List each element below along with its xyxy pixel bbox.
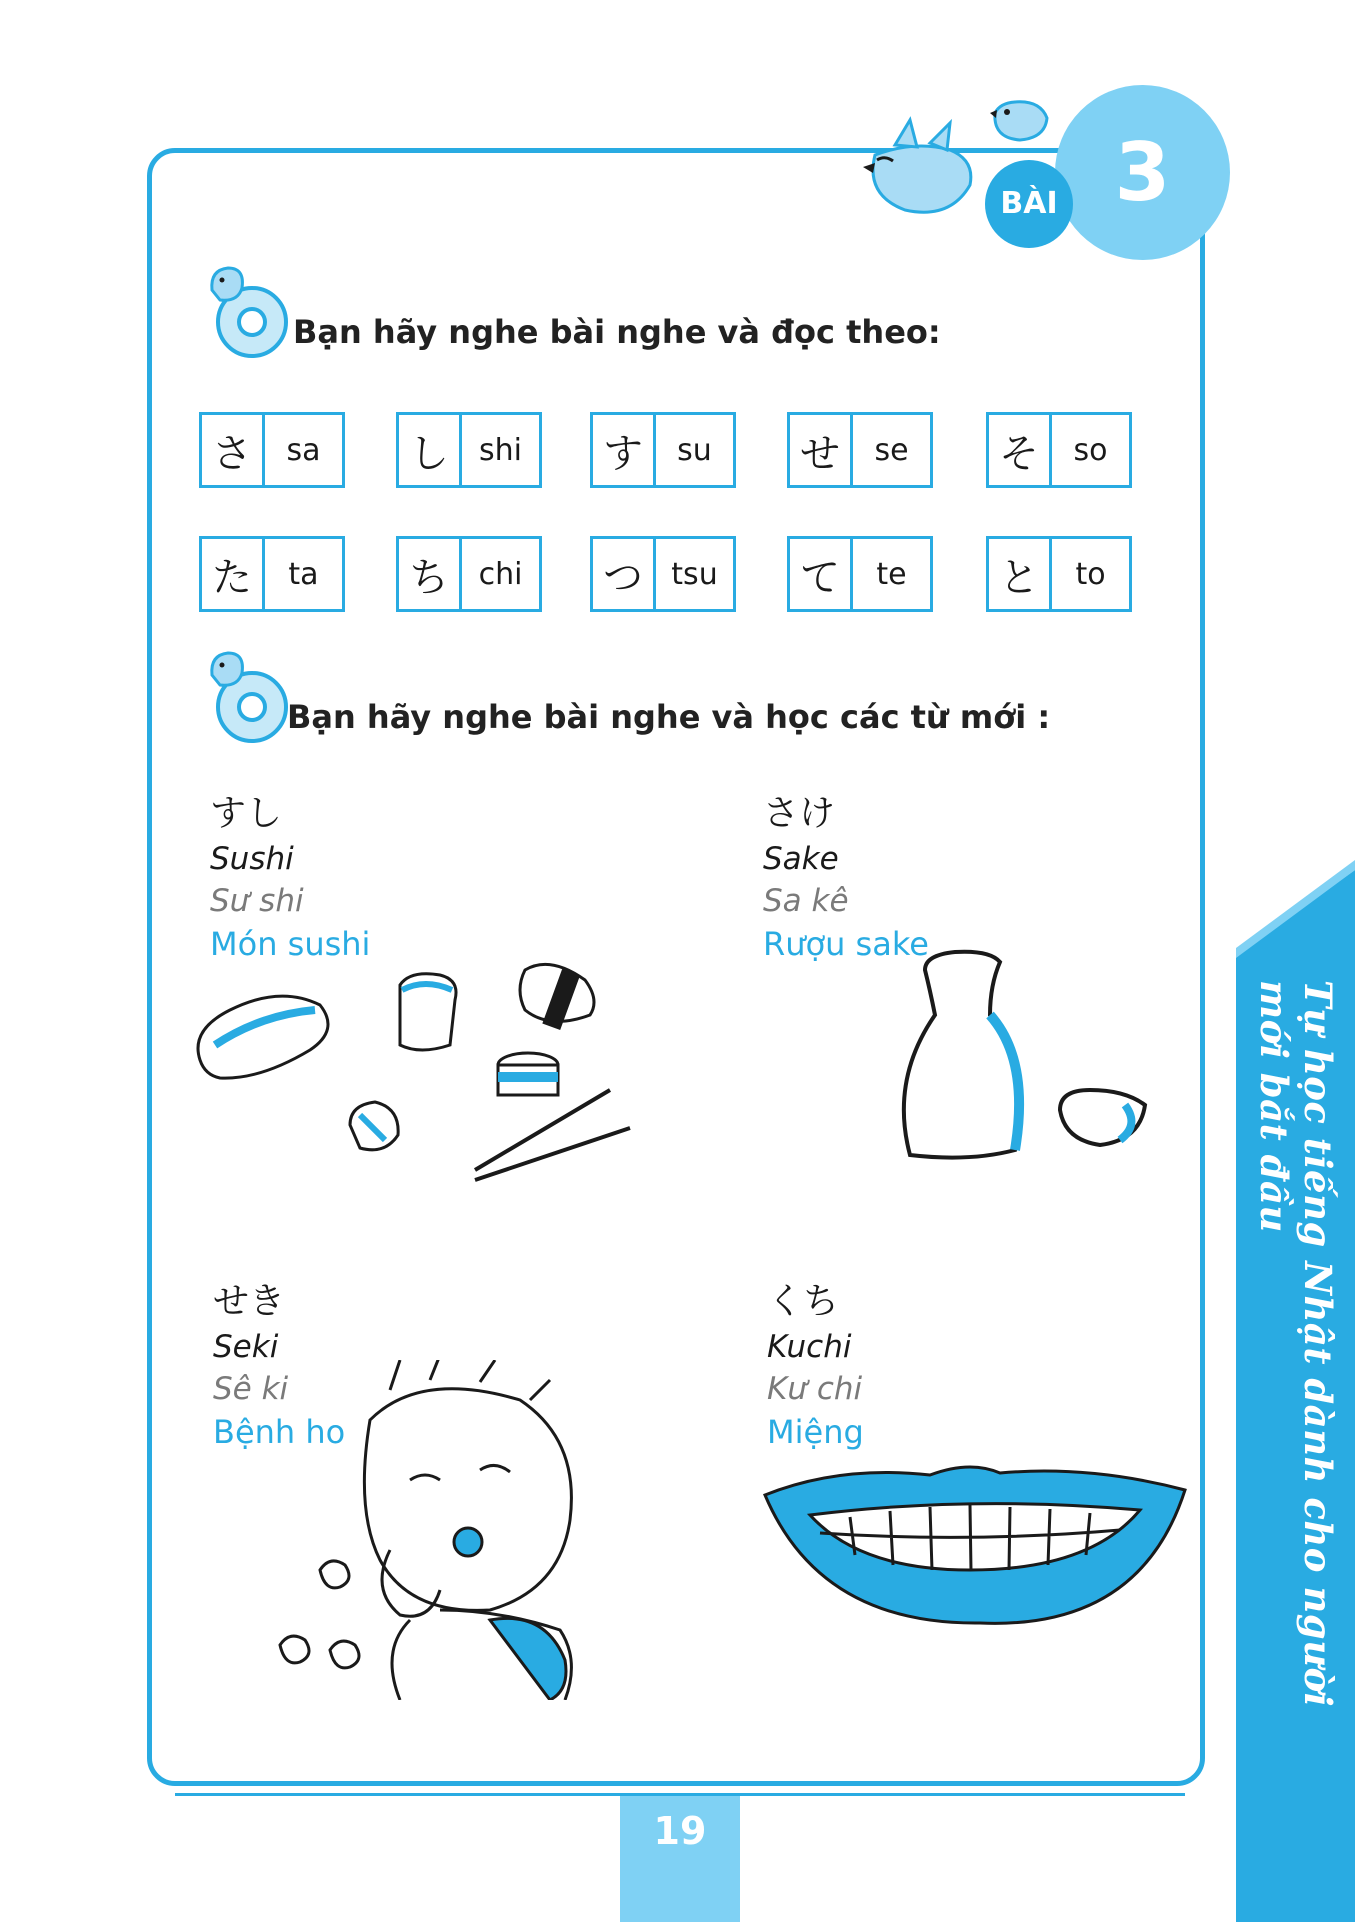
section-title-listen-words: Bạn hãy nghe bài nghe và học các từ mới : [287,698,1051,736]
word-pronunciation: Sư shi [210,883,304,919]
word-romaji: Kuchi [767,1329,852,1365]
kana-card [396,536,542,612]
kana-char: す [593,415,656,485]
kana-char: て [790,539,853,609]
word-pronunciation: Sa kê [763,883,849,919]
kana-card [199,412,345,488]
kana-romaji: tsu [671,556,718,592]
cd-icon [200,645,295,745]
word-pronunciation: Sê ki [213,1371,289,1407]
word-romaji: Sushi [210,841,294,877]
word-japanese: せき [213,1281,286,1322]
lesson-label-badge: BÀI [985,160,1073,248]
word-japanese: さけ [763,793,836,834]
cd-icon [200,260,295,360]
kana-card [787,412,933,488]
kana-romaji: shi [479,432,522,468]
word-meaning: Rượu sake [763,925,929,963]
small-bird-icon [985,88,1055,148]
word-meaning: Bệnh ho [213,1413,346,1451]
word-meaning: Miệng [767,1413,864,1451]
kana-card [396,412,542,488]
kana-char: ち [399,539,462,609]
kana-char: つ [593,539,656,609]
kana-char: し [399,415,462,485]
mouth-illustration [760,1455,1190,1635]
sake-bottle-illustration [890,940,1150,1175]
kana-row-1 [0,412,1355,488]
kana-card [986,536,1132,612]
kana-char: さ [202,415,265,485]
kana-card [787,536,933,612]
kana-romaji: chi [478,556,523,592]
word-japanese: すし [210,793,283,834]
kana-char: た [202,539,265,609]
coughing-boy-illustration [260,1360,620,1700]
kana-romaji: ta [288,556,319,592]
kana-card [986,412,1132,488]
kana-card [199,536,345,612]
kana-romaji: se [874,432,909,468]
word-romaji: Sake [763,841,839,877]
lesson-number-badge: 3 [1055,85,1230,260]
side-book-title: Tự học tiếng Nhật dành cho người mới bắt đầu [1252,980,1340,1708]
word-japanese: くち [767,1281,840,1322]
kana-char: と [989,539,1052,609]
sushi-illustration [190,950,640,1190]
word-meaning: Món sushi [210,925,371,963]
kana-char: そ [989,415,1052,485]
page-number: 19 [620,1796,740,1922]
word-romaji: Seki [213,1329,279,1365]
kana-char: せ [790,415,853,485]
kana-card [590,536,736,612]
kana-romaji: so [1073,432,1108,468]
kana-romaji: su [677,432,712,468]
word-entry-kuchi [767,1280,1187,1454]
kana-romaji: to [1075,556,1106,592]
kana-row-2 [0,536,1355,612]
kana-romaji: sa [286,432,321,468]
section-title-listen-read: Bạn hãy nghe bài nghe và đọc theo: [293,313,941,351]
word-entry-sushi [210,792,630,966]
kana-card [590,412,736,488]
word-pronunciation: Kư chi [767,1371,863,1407]
kana-romaji: te [876,556,907,592]
bird-icon [855,115,985,230]
